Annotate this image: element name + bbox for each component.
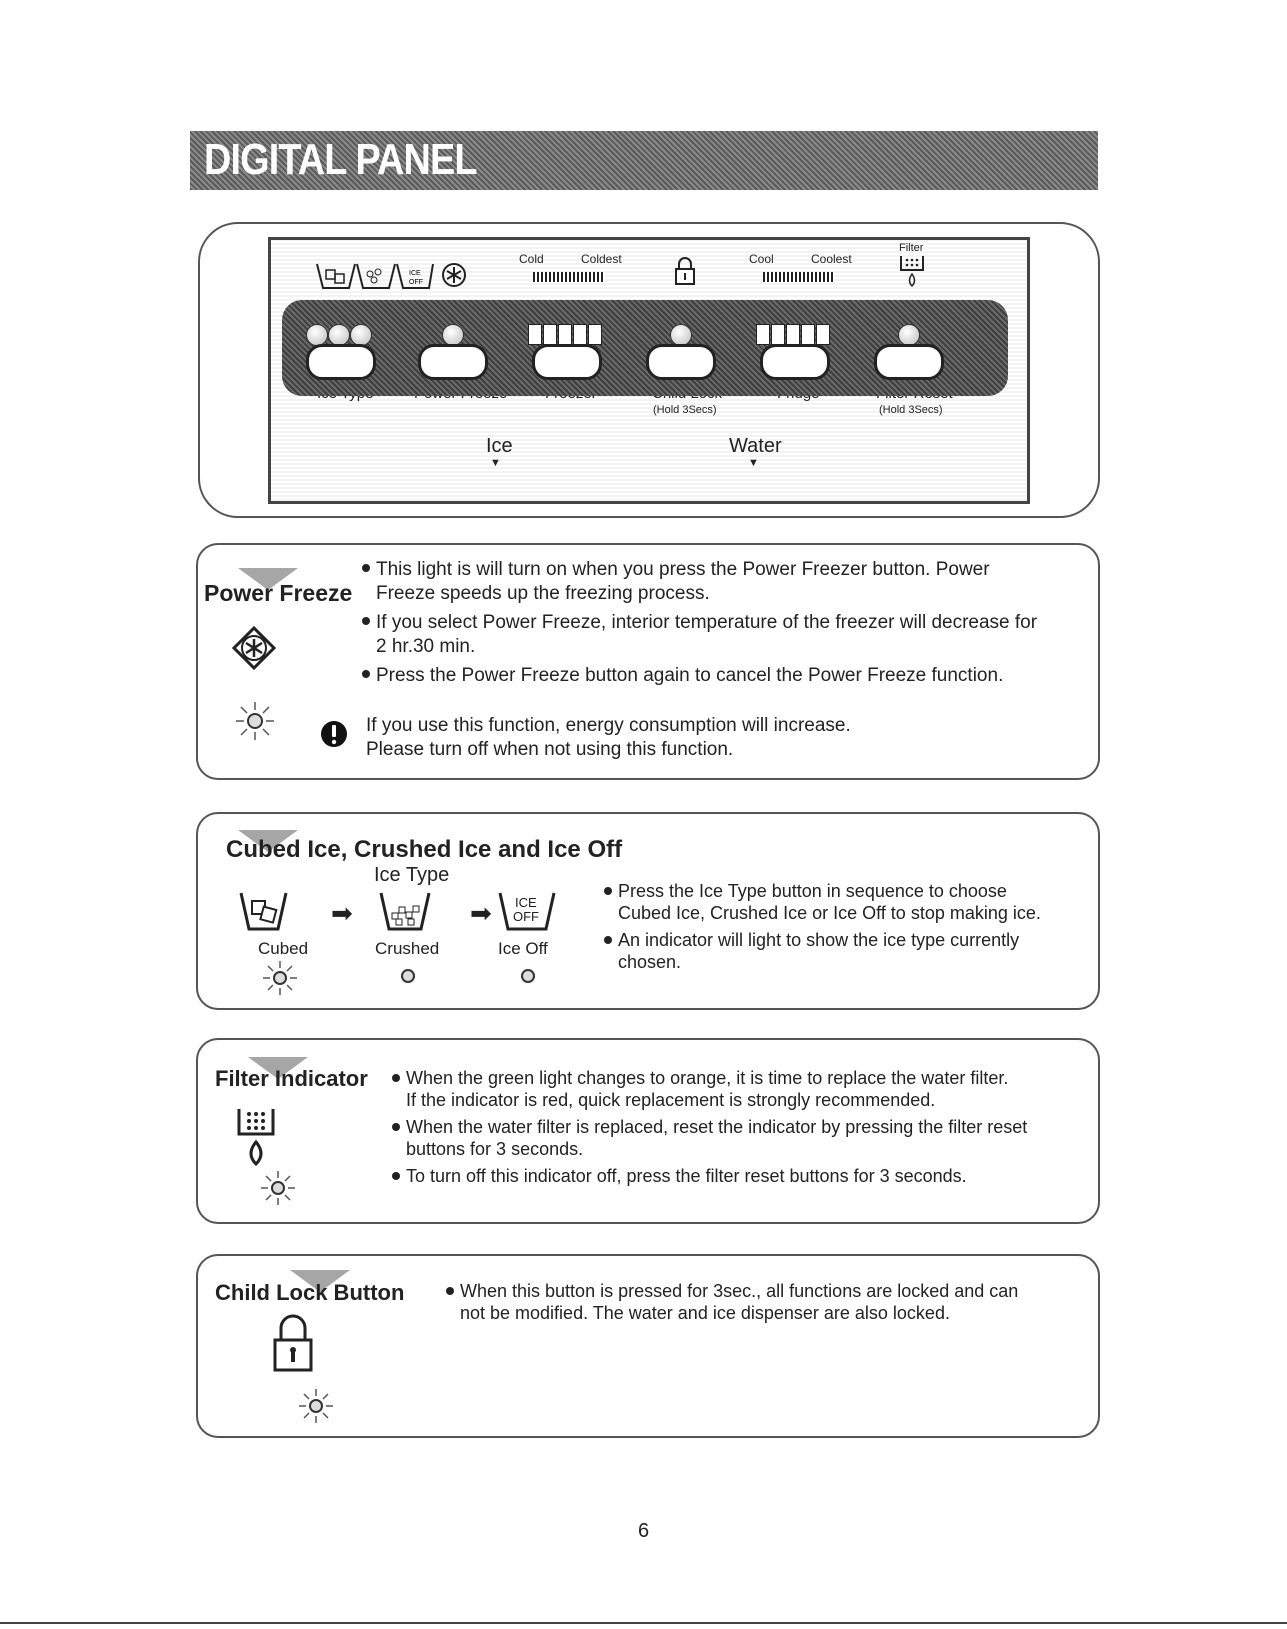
filter-label: Filter — [899, 242, 924, 254]
fridge-button[interactable] — [760, 344, 830, 380]
power-freeze-warning — [366, 714, 1066, 762]
cubed-ice-icon — [238, 891, 288, 931]
lock-icon — [272, 1312, 314, 1374]
bullet-text: buttons for 3 seconds. — [406, 1139, 584, 1159]
fridge-level-meter — [763, 272, 835, 282]
bullet-icon — [446, 1287, 454, 1295]
crushed-ice-icon — [378, 891, 432, 931]
filter-icon — [899, 254, 925, 288]
ice-option-cubed: Cubed — [258, 939, 309, 958]
bullet-text: Press the Power Freeze button again to cancel the Power Freeze function. — [376, 665, 1004, 686]
ice-subtitle: Ice Type — [374, 864, 450, 886]
freezer-segment — [588, 324, 602, 345]
power-freeze-icon — [232, 626, 276, 670]
child-lock-indicator — [670, 324, 692, 346]
bullet-text: chosen. — [618, 952, 682, 972]
filter-body — [392, 1067, 1092, 1192]
ice-option-crushed: Crushed — [375, 939, 440, 958]
svg-text:OFF: OFF — [409, 279, 423, 286]
power-freeze-title: Power Freeze — [204, 580, 353, 606]
bullet-text: If you select Power Freeze, interior temperature of the freezer will decrease for — [376, 612, 1038, 633]
ice-crushed-indicator — [328, 324, 350, 346]
water-dispenser-label: Water — [729, 435, 782, 457]
ice-dispenser-label: Ice — [486, 435, 513, 457]
filter-reset-button[interactable] — [874, 344, 944, 380]
warning-icon — [320, 720, 348, 748]
indicator-light-icon — [232, 698, 278, 744]
indicator-light-icon — [258, 1168, 298, 1208]
child-lock-title: Child Lock Button — [215, 1280, 405, 1305]
indicator-light-off-icon — [520, 968, 536, 984]
bullet-text: 2 hr.30 min. — [376, 636, 476, 657]
ice-off-indicator — [350, 324, 372, 346]
bullet-text: When the water filter is replaced, reset the indicator by pressing the filter reset — [406, 1117, 1028, 1137]
freezer-segment — [528, 324, 542, 345]
filter-indicator-light — [898, 324, 920, 346]
fridge-segment — [816, 324, 830, 345]
ice-off-icon-text: OFF — [513, 909, 539, 924]
bullet-icon — [392, 1074, 400, 1082]
fridge-segment — [756, 324, 770, 345]
bullet-text: When this button is pressed for 3sec., all functions are locked and can — [460, 1281, 1019, 1301]
button-bar — [282, 300, 1008, 396]
bullet-icon — [604, 936, 612, 944]
arrow-right-icon: ➡ — [470, 898, 492, 928]
bullet-text: not be modified. The water and ice dispenser are also locked. — [460, 1303, 950, 1323]
bullet-text: Press the Ice Type button in sequence to choose — [618, 881, 1007, 901]
page-number: 6 — [637, 1520, 650, 1542]
ice-cubed-indicator — [306, 324, 328, 346]
ice-off-icon-text: ICE — [515, 895, 537, 910]
bullet-text: Cubed Ice, Crushed Ice or Ice Off to stop making ice. — [618, 903, 1041, 923]
ice-type-button[interactable] — [306, 344, 376, 380]
bullet-text: This light is will turn on when you press the Power Freezer button. Power — [376, 559, 990, 580]
page-title: DIGITAL PANEL — [204, 135, 477, 184]
filter-title: Filter Indicator — [215, 1066, 368, 1091]
indicator-light-icon — [296, 1386, 336, 1426]
freezer-segment — [573, 324, 587, 345]
ice-option-ice-off: Ice Off — [498, 939, 548, 958]
bullet-text: If the indicator is red, quick replacement is strongly recommended. — [406, 1090, 936, 1110]
bullet-text: When the green light changes to orange, it is time to replace the water filter. — [406, 1068, 1009, 1088]
freezer-level-meter — [533, 272, 605, 282]
ice-body — [604, 880, 1084, 978]
freezer-segment — [543, 324, 557, 345]
power-freeze-indicator — [442, 324, 464, 346]
fridge-segment — [771, 324, 785, 345]
bullet-text: To turn off this indicator off, press the filter reset buttons for 3 seconds. — [406, 1166, 967, 1186]
bullet-icon — [392, 1172, 400, 1180]
bullet-icon — [362, 617, 370, 625]
fridge-segment — [801, 324, 815, 345]
bottom-divider — [0, 1622, 1287, 1624]
bullet-icon — [604, 887, 612, 895]
svg-text:ICE: ICE — [409, 270, 421, 277]
bullet-text: An indicator will light to show the ice type currently — [618, 930, 1020, 950]
bullet-text: Freeze speeds up the freezing process. — [376, 583, 710, 604]
bullet-icon — [362, 564, 370, 572]
filter-icon — [236, 1106, 276, 1168]
cold-label: Cold — [519, 252, 544, 266]
child-lock-button[interactable] — [646, 344, 716, 380]
freezer-segment — [558, 324, 572, 345]
filter-reset-hold-note: (Hold 3Secs) — [879, 404, 943, 416]
child-lock-hold-note: (Hold 3Secs) — [653, 404, 717, 416]
indicator-light-on-icon — [260, 958, 300, 998]
cool-label: Cool — [749, 252, 774, 266]
coolest-label: Coolest — [811, 252, 852, 266]
child-lock-body — [446, 1280, 1086, 1329]
lock-icon — [674, 256, 696, 286]
coldest-label: Coldest — [581, 252, 622, 266]
freezer-button[interactable] — [532, 344, 602, 380]
bullet-icon — [392, 1123, 400, 1131]
section-header-bar — [190, 131, 1098, 190]
arrow-right-icon: ➡ — [331, 898, 353, 928]
warning-text: If you use this function, energy consumption will increase. — [366, 715, 851, 736]
warning-text: Please turn off when not using this function. — [366, 739, 734, 760]
power-freeze-button[interactable] — [418, 344, 488, 380]
bullet-icon — [362, 670, 370, 678]
power-freeze-body — [362, 558, 1092, 693]
ice-arrow-icon: ▼ — [490, 457, 501, 469]
fridge-segment — [786, 324, 800, 345]
ice-title: Cubed Ice, Crushed Ice and Ice Off — [226, 836, 623, 863]
snowflake-icon — [441, 262, 467, 288]
indicator-light-off-icon — [400, 968, 416, 984]
ice-type-icons — [315, 260, 435, 292]
water-arrow-icon: ▼ — [748, 457, 759, 469]
